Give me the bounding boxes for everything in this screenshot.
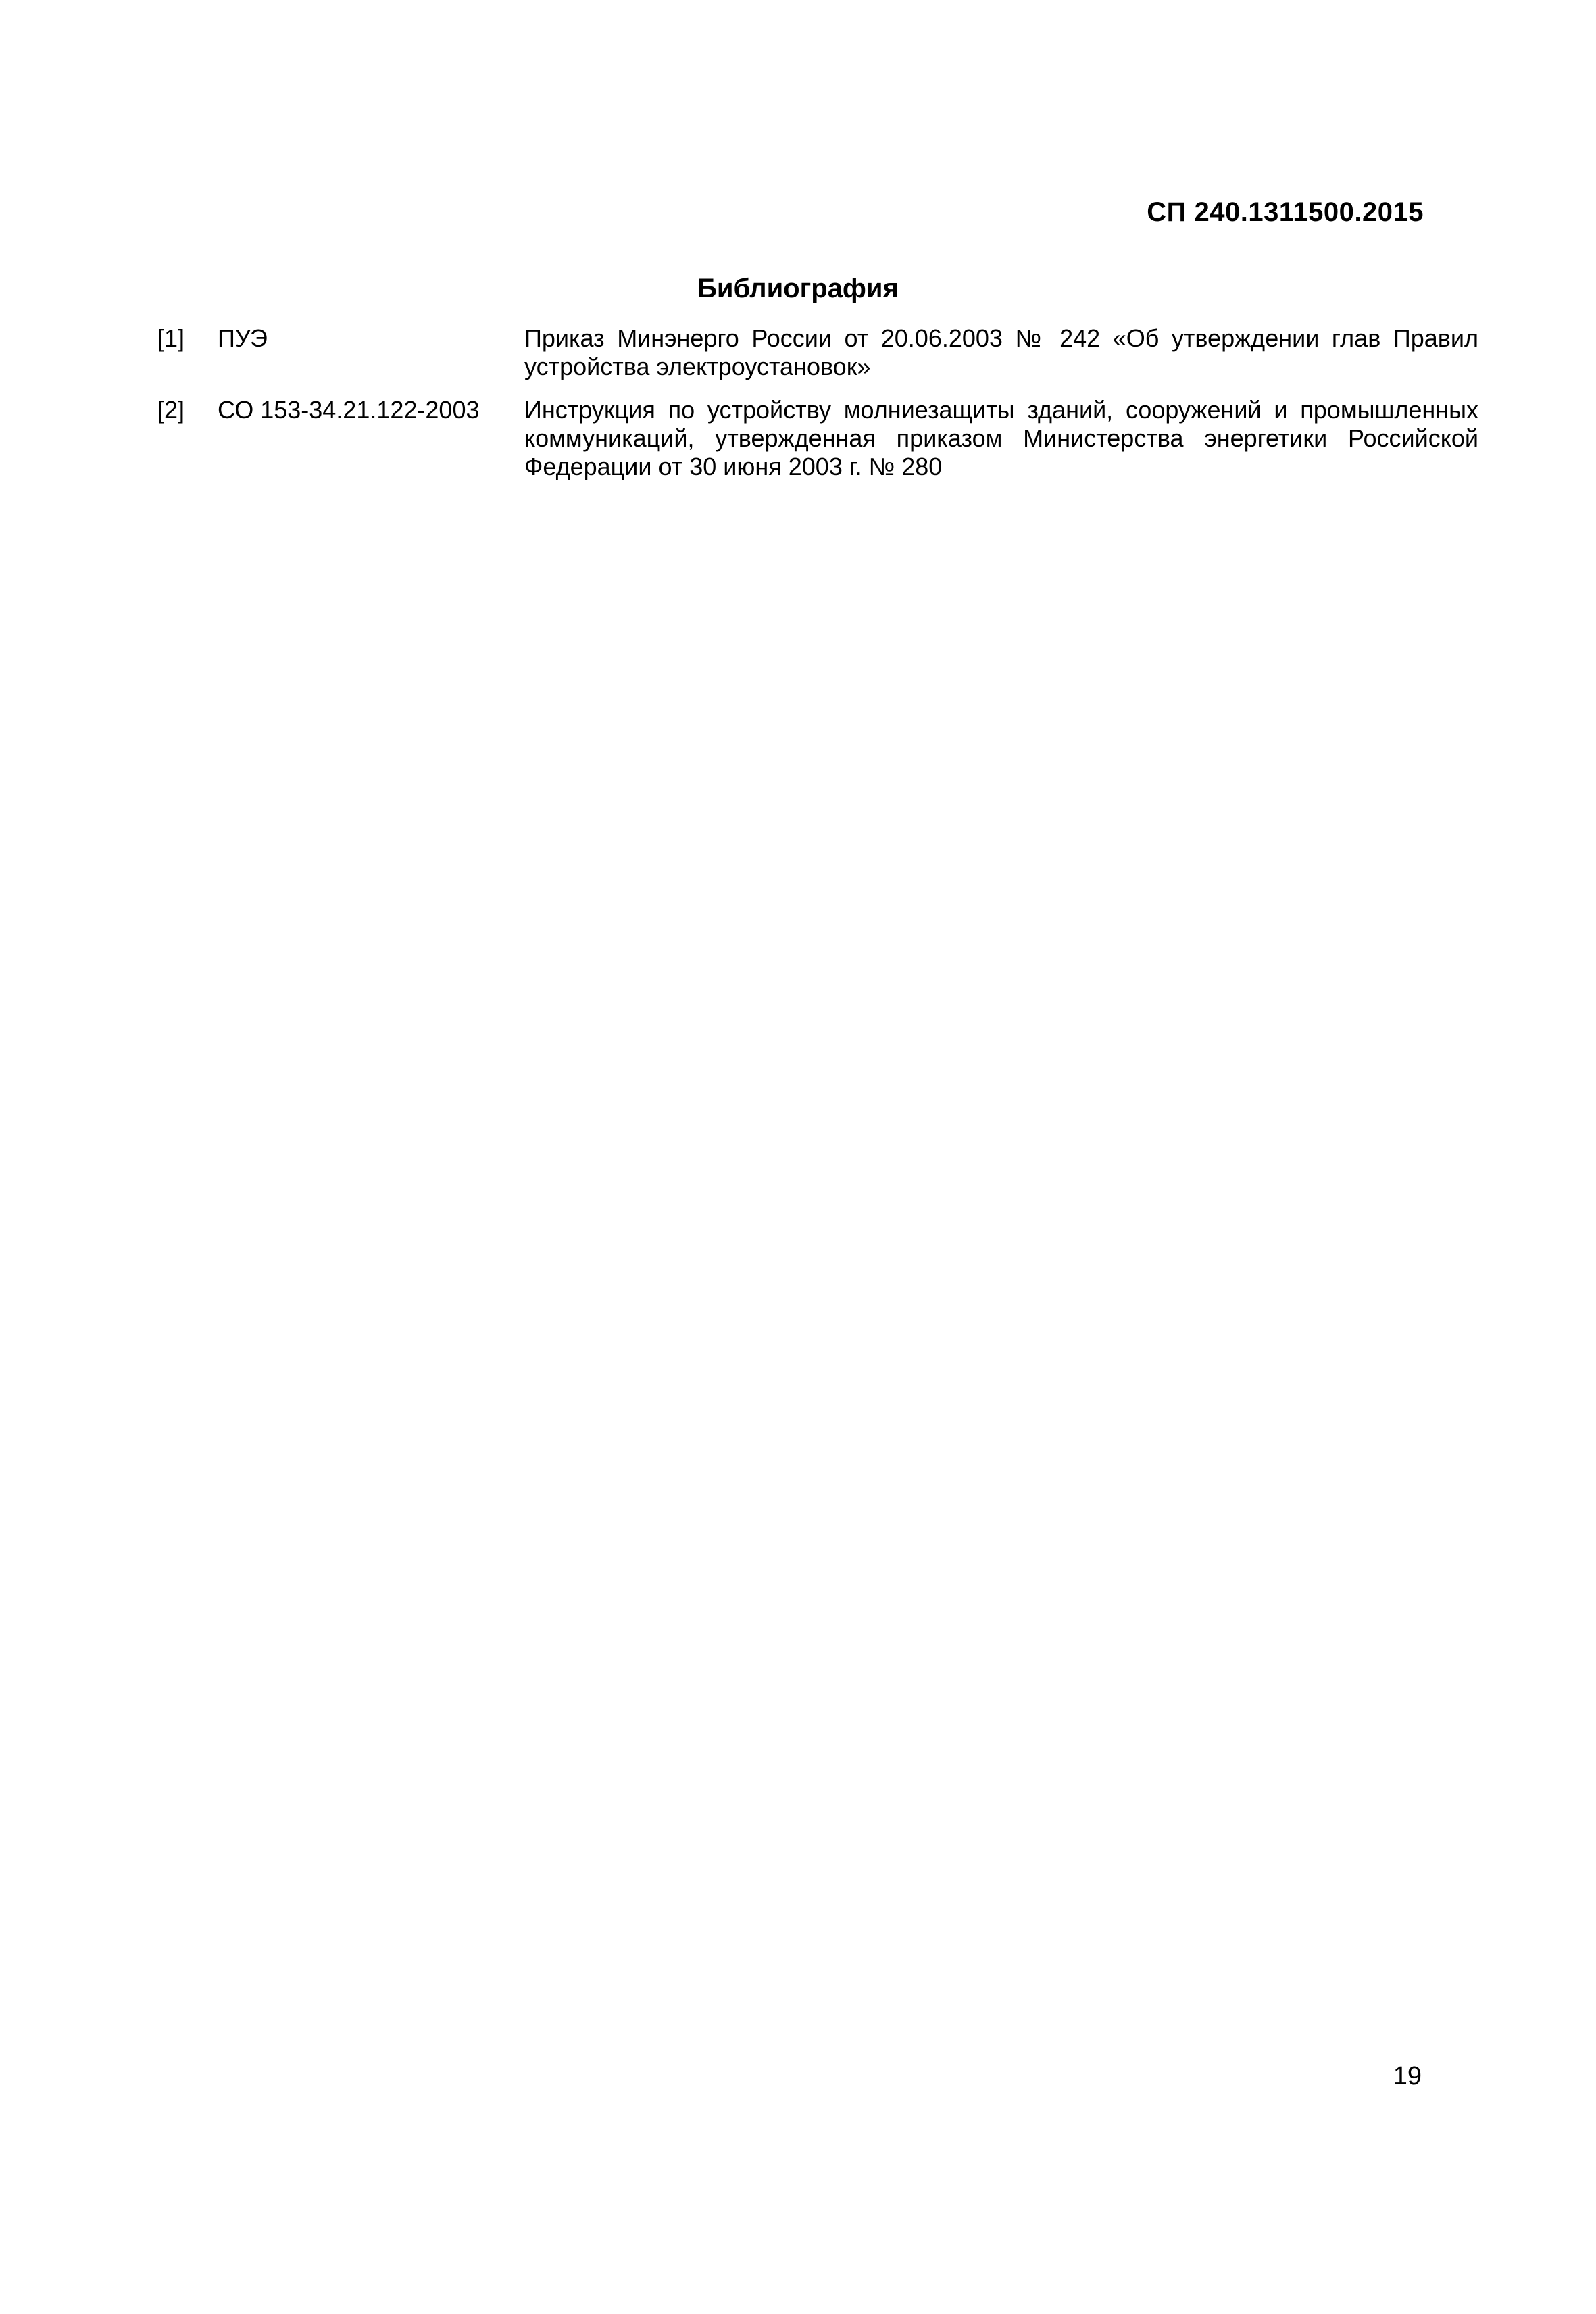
entry-number: [2] bbox=[157, 396, 185, 424]
bibliography-entry bbox=[157, 324, 1478, 381]
entry-description: Инструкция по устройству молниезащиты зданий, сооружений и промышленных коммуникаций, утвержденная приказом Министерства энергетики Российской Федерации от 30 июня 2003 г. № 280 bbox=[524, 396, 1478, 480]
entry-number: [1] bbox=[157, 324, 185, 352]
bibliography-entry bbox=[157, 396, 1478, 481]
entry-reference: ПУЭ bbox=[218, 324, 268, 352]
bibliography-title: Библиография bbox=[697, 274, 899, 303]
page-number: 19 bbox=[1393, 2062, 1422, 2090]
entry-description: Приказ Минэнерго России от 20.06.2003 № 242 «Об утверждении глав Правил устройства электроустановок» bbox=[524, 324, 1478, 380]
document-code: СП 240.1311500.2015 bbox=[1147, 197, 1424, 227]
bibliography-list bbox=[157, 324, 1478, 496]
entry-reference: СО 153-34.21.122-2003 bbox=[218, 396, 480, 424]
